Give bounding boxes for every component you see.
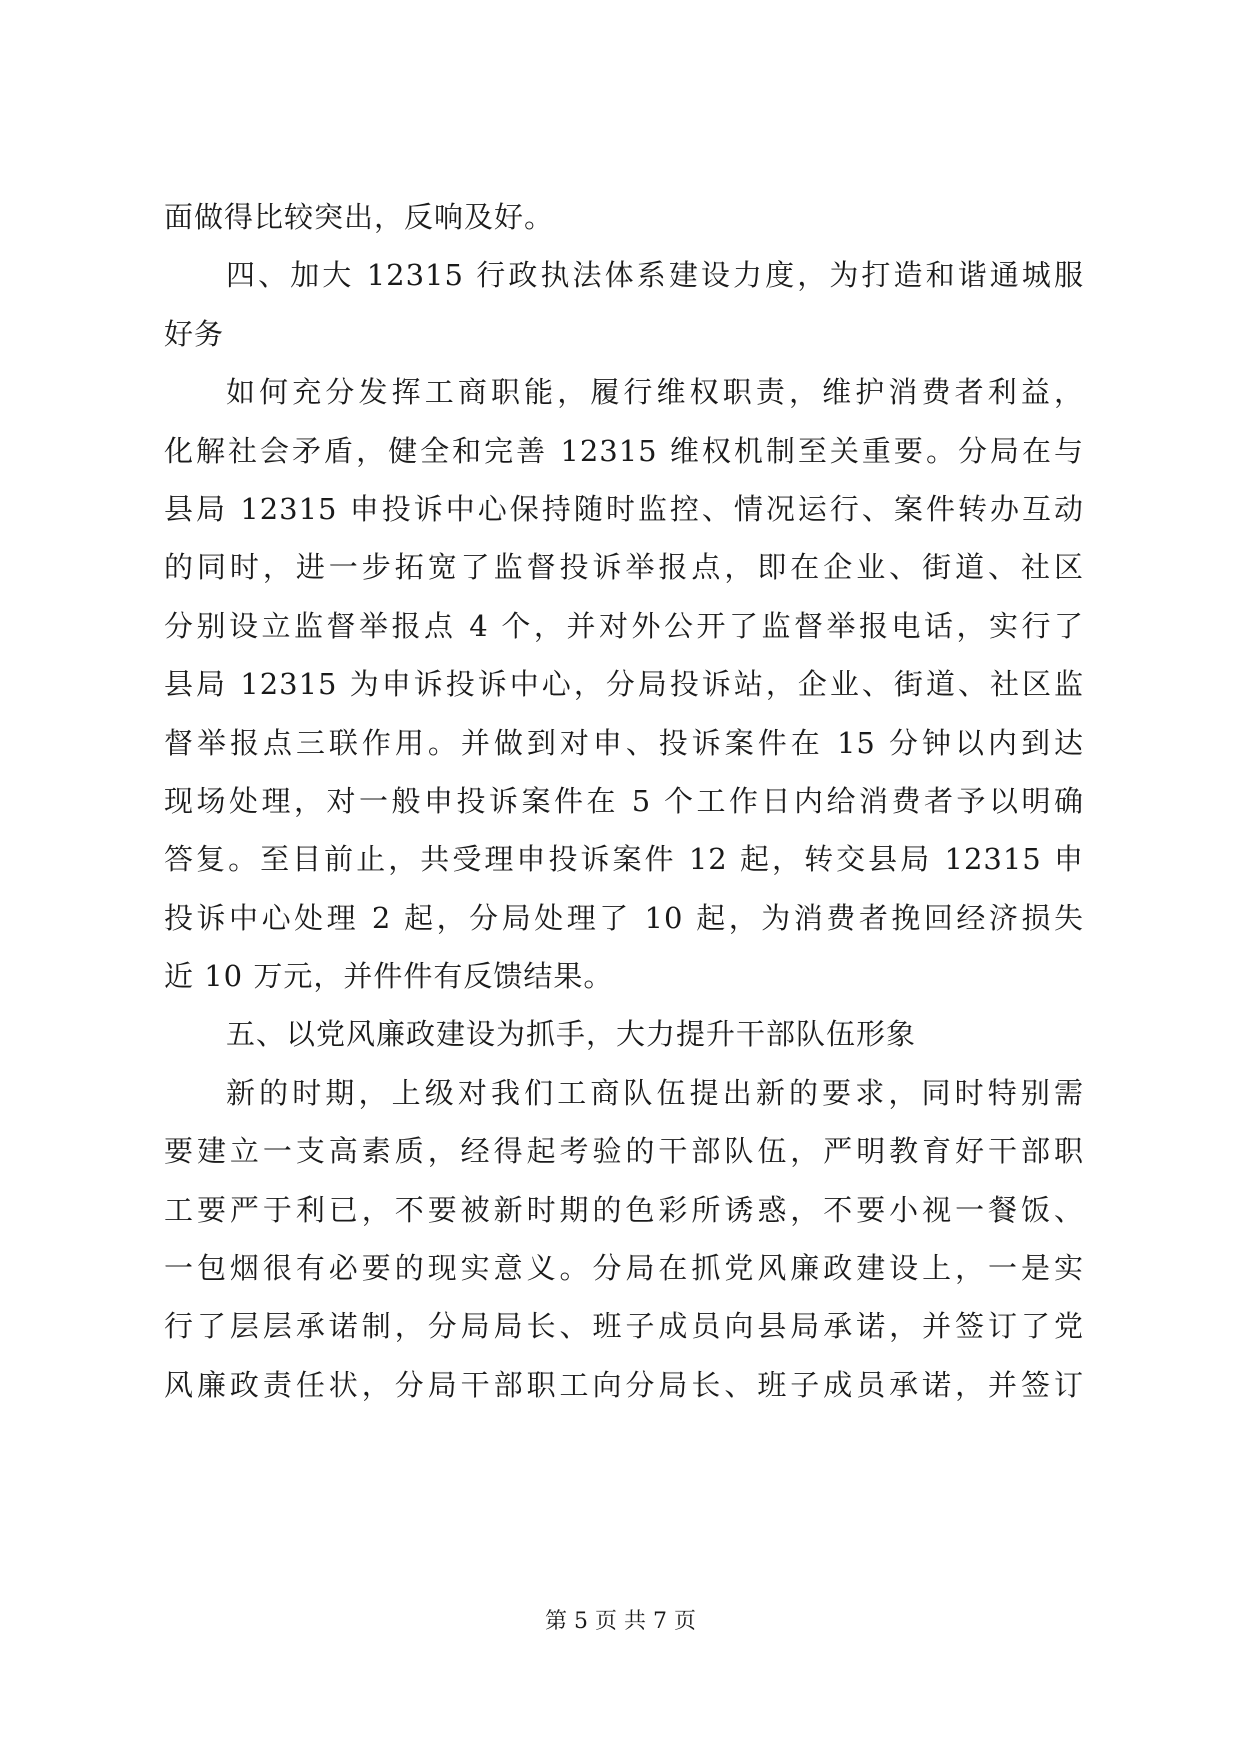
body-line: 化解社会矛盾，健全和完善 12315 维权机制至关重要。分局在与 [164,433,1084,468]
body-line: 投诉中心处理 2 起，分局处理了 10 起，为消费者挽回经济损失 [164,900,1084,935]
body-line: 县局 12315 为申诉投诉中心，分局投诉站，企业、街道、社区监 [164,667,1084,702]
body-line: 县局 12315 申投诉中心保持随时监控、情况运行、案件转办互动 [164,491,1084,526]
page-number-footer: 第 5 页 共 7 页 [545,1609,696,1634]
body-line: 工要严于利已，不要被新时期的色彩所诱惑，不要小视一餐饭、 [164,1192,1084,1227]
body-line: 的同时，进一步拓宽了监督投诉举报点，即在企业、街道、社区 [164,550,1084,585]
body-line: 答复。至目前止，共受理申投诉案件 12 起，转交县局 12315 申 [164,842,1084,877]
body-line: 如何充分发挥工商职能，履行维权职责，维护消费者利益， [226,375,1084,410]
body-line: 面做得比较突出，反响及好。 [164,200,555,234]
body-line: 近 10 万元，并件件有反馈结果。 [164,959,614,994]
body-line: 现场处理，对一般申投诉案件在 5 个工作日内给消费者予以明确 [164,783,1084,818]
section-heading-4-line-1: 四、加大 12315 行政执法体系建设力度，为打造和谐通城服 [226,258,1084,293]
body-line: 新的时期，上级对我们工商队伍提出新的要求，同时特别需 [226,1075,1084,1110]
section-heading-5: 五、以党风廉政建设为抓手，大力提升干部队伍形象 [226,1017,917,1052]
body-line: 分别设立监督举报点 4 个，并对外公开了监督举报电话，实行了 [164,608,1084,643]
section-heading-4-line-2: 好务 [164,316,225,351]
document-body [164,200,1084,1429]
body-line: 要建立一支高素质，经得起考验的干部队伍，严明教育好干部职 [164,1134,1084,1169]
body-line: 风廉政责任状，分局干部职工向分局长、班子成员承诺，并签订 [164,1367,1084,1402]
body-line: 行了层层承诺制，分局局长、班子成员向县局承诺，并签订了党 [164,1309,1084,1344]
body-line: 督举报点三联作用。并做到对申、投诉案件在 15 分钟以内到达 [164,725,1084,760]
body-line: 一包烟很有必要的现实意义。分局在抓党风廉政建设上，一是实 [164,1251,1084,1286]
